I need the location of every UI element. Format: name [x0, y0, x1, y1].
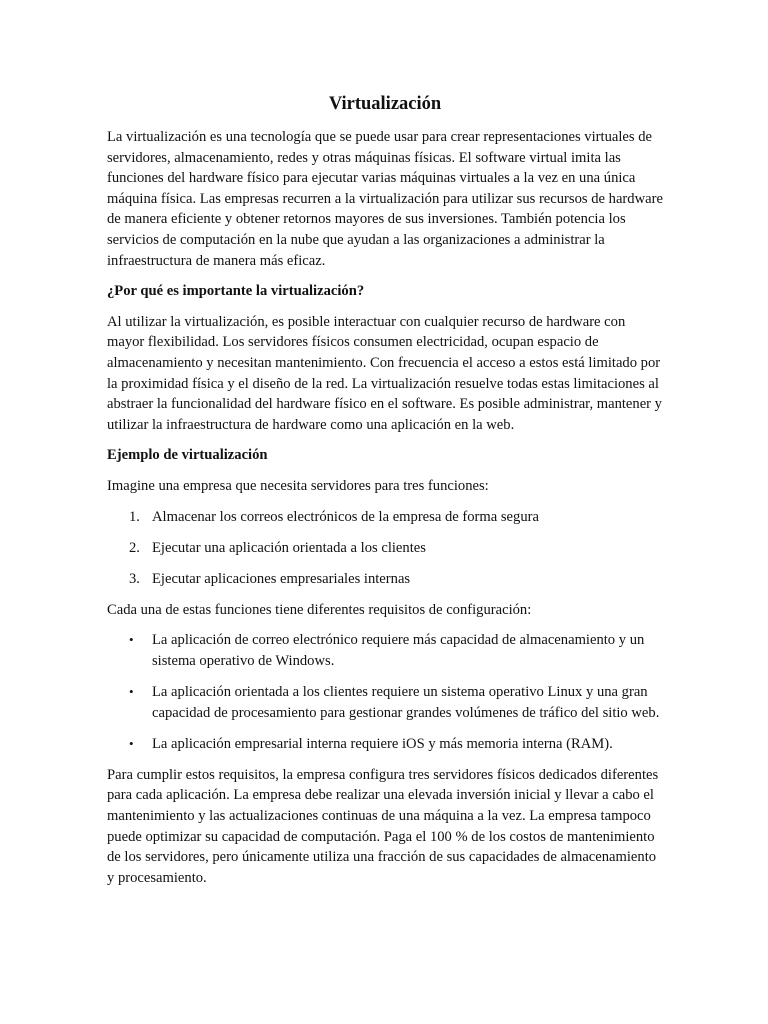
list-item [107, 630, 663, 671]
requirements-lead-paragraph: Cada una de estas funciones tiene diferentes requisitos de configuración: [107, 601, 532, 618]
bullet-icon: • [129, 632, 134, 648]
list-item [107, 569, 663, 590]
section-heading-example: Ejemplo de virtualización [107, 447, 268, 464]
document-title: Virtualización [328, 94, 442, 114]
list-item-text: Almacenar los correos electrónicos de la empresa de forma segura [152, 508, 539, 525]
list-item-text: La aplicación orientada a los clientes requiere un sistema operativo Linux y una gran capacidad de procesamiento para gestionar grandes volúmenes de tráfico del sitio web. [152, 684, 660, 721]
bullet-icon: • [129, 735, 134, 751]
list-item [107, 538, 663, 559]
importance-paragraph: Al utilizar la virtualización, es posible interactuar con cualquier recurso de hardware con mayor flexibilidad. Los servidores físicos consumen electricidad, ocupan espacio de almacenamiento y necesitan mantenimiento. Con frecuencia el acceso a estos está limitado por la proximidad física y el diseño de la red. La virtualización resuelve todas estas limitaciones al abstraer la funcionalidad del hardware físico en el software. Es posible administrar, mantener y utilizar la infraestructura de hardware como una aplicación en la web. [107, 313, 662, 433]
list-item [107, 734, 663, 755]
list-item-text: La aplicación de correo electrónico requiere más capacidad de almacenamiento y un sistema operativo de Windows. [152, 632, 645, 669]
list-item-text: La aplicación empresarial interna requiere iOS y más memoria interna (RAM). [152, 735, 613, 752]
closing-paragraph: Para cumplir estos requisitos, la empresa configura tres servidores físicos dedicados diferentes para cada aplicación. La empresa debe realizar una elevada inversión inicial y llevar a cabo el mantenimiento y las actualizaciones continuas de una máquina a la vez. La empresa tampoco puede optimizar su capacidad de computación. Paga el 100 % de los costos de mantenimiento de los servidores, pero únicamente utiliza una fracción de sus capacidades de almacenamiento y procesamiento. [107, 766, 659, 886]
list-number: 2. [129, 539, 140, 556]
functions-ordered-list [107, 507, 663, 590]
list-number: 1. [129, 508, 140, 525]
list-item [107, 682, 663, 723]
section-heading-importance: ¿Por qué es importante la virtualización? [107, 283, 365, 300]
list-item [107, 507, 663, 528]
intro-paragraph: La virtualización es una tecnología que se puede usar para crear representaciones virtuales de servidores, almacenamiento, redes y otras máquinas físicas. El software virtual imita las funciones del hardware físico para ejecutar varias máquinas virtuales a la vez en una única máquina física. Las empresas recurren a la virtualización para utilizar sus recursos de hardware de manera eficiente y obtener retornos mayores de sus inversiones. También potencia los servicios de computación en la nube que ayudan a las organizaciones a administrar la infraestructura de manera más eficaz. [107, 129, 663, 269]
list-item-text: Ejecutar aplicaciones empresariales internas [152, 570, 411, 587]
example-lead-paragraph: Imagine una empresa que necesita servidores para tres funciones: [107, 477, 489, 494]
list-item-text: Ejecutar una aplicación orientada a los clientes [152, 539, 426, 556]
list-number: 3. [129, 570, 140, 587]
bullet-icon: • [129, 684, 134, 700]
requirements-bullet-list [107, 630, 663, 754]
document-page [107, 92, 663, 898]
